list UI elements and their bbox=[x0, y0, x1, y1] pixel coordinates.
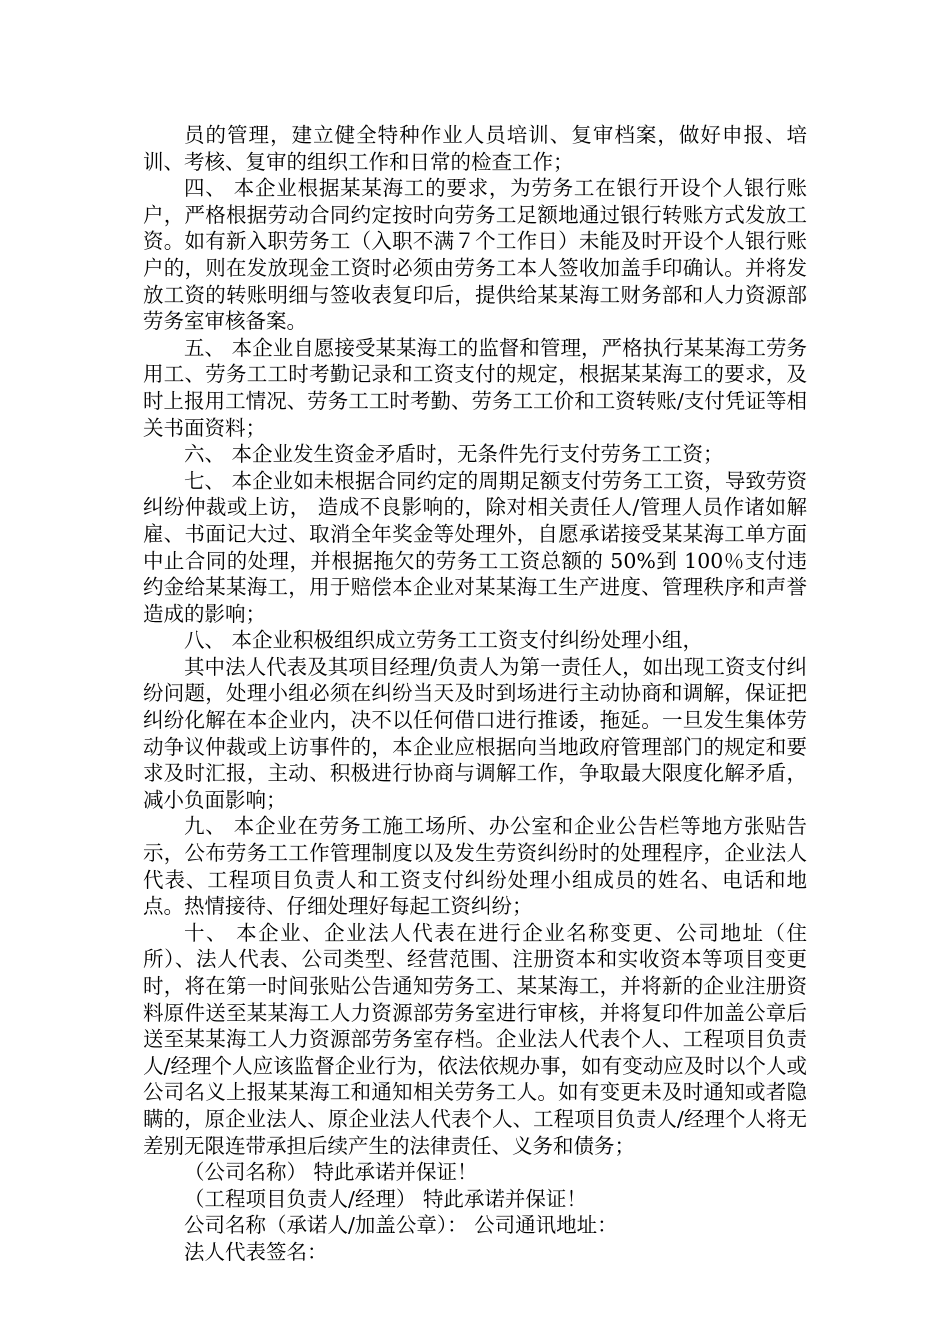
paragraph-clause-6: 六、 本企业发生资金矛盾时，无条件先行支付劳务工工资； bbox=[184, 442, 724, 467]
paragraph-clause-4: 四、 本企业根据某某海工的要求，为劳务工在银行开设个人银行账户，严格根据劳动合同约定按时向劳务工足额地通过银行转账方式发放工资。如有新入职劳务工（入职不满７个工作日）未能及时开设个人银行账户的，则在发放现金工资时必须由劳务工本人签收加盖手印确认。并将发放工资的转账明细与签收表复印后，提供给某某海工财务部和人力资源部劳务室审核备案。 bbox=[143, 176, 807, 334]
project-manager-pledge-line: （工程项目负责人/经理） 特此承诺并保证！ bbox=[184, 1186, 587, 1211]
paragraph-clause-8: 八、 本企业积极组织成立劳务工工资支付纠纷处理小组， bbox=[184, 628, 704, 653]
paragraph-clause-5: 五、 本企业自愿接受某某海工的监督和管理，严格执行某某海工劳务用工、劳务工工时考勤记录和工资支付的规定，根据某某海工的要求，及时上报用工情况、劳务工工时考勤、劳务工工价和工资转账/支付凭证等相关书面资料； bbox=[143, 335, 807, 440]
paragraph-clause-9: 九、 本企业在劳务工施工场所、办公室和企业公告栏等地方张贴告示，公布劳务工工作管理制度以及发生劳资纠纷时的处理程序，企业法人代表、工程项目负责人和工资支付纠纷处理小组成员的姓名、电话和地点。热情接待、仔细处理好每起工资纠纷； bbox=[143, 814, 807, 919]
paragraph-clause-8-detail: 其中法人代表及其项目经理/负责人为第一责任人，如出现工资支付纠纷问题，处理小组必须在纠纷当天及时到场进行主动协商和调解，保证把纠纷化解在本企业内，决不以任何借口进行推诿，拖延。一旦发生集体劳动争议仲裁或上访事件的，本企业应根据向当地政府管理部门的规定和要求及时汇报，主动、积极进行协商与调解工作，争取最大限度化解矛盾，减小负面影响； bbox=[143, 654, 807, 812]
paragraph-clause-7: 七、 本企业如未根据合同约定的周期足额支付劳务工工资，导致劳资纠纷仲裁或上访， 造成不良影响的，除对相关责任人/管理人员作诸如解雇、书面记大过、取消全年奖金等处理外，自愿承诺接受某某海工单方面中止合同的处理，并根据拖欠的劳务工工资总额的 50%到 100％支付违约金给某某海工，用于赔偿本企业对某某海工生产进度、管理秩序和声誉造成的影响； bbox=[143, 468, 807, 626]
company-name-address-line: 公司名称（承诺人/加盖公章）： 公司通讯地址： bbox=[184, 1213, 618, 1238]
company-pledge-line: （公司名称） 特此承诺并保证！ bbox=[184, 1160, 478, 1185]
legal-representative-signature-line: 法人代表签名： bbox=[184, 1239, 328, 1264]
paragraph-clause-10: 十、 本企业、企业法人代表在进行企业名称变更、公司地址（住所）、法人代表、公司类型、经营范围、注册资本和实收资本等项目变更时，将在第一时间张贴公告通知劳务工、某某海工，并将新的企业注册资料原件送至某某海工人力资源部劳务室进行审核，并将复印件加盖公章后送至某某海工人力资源部劳务室存档。企业法人代表个人、工程项目负责人/经理个人应该监督企业行为，依法依规办事，如有变动应及时以个人或公司名义上报某某海工和通知相关劳务工人。如有变更未及时通知或者隐瞒的，原企业法人、原企业法人代表个人、工程项目负责人/经理个人将无差别无限连带承担后续产生的法律责任、义务和债务； bbox=[143, 920, 807, 1158]
paragraph-continuation: 员的管理，建立健全特种作业人员培训、复审档案，做好申报、培训、考核、复审的组织工作和日常的检查工作； bbox=[143, 123, 807, 174]
document-body bbox=[143, 122, 807, 1266]
